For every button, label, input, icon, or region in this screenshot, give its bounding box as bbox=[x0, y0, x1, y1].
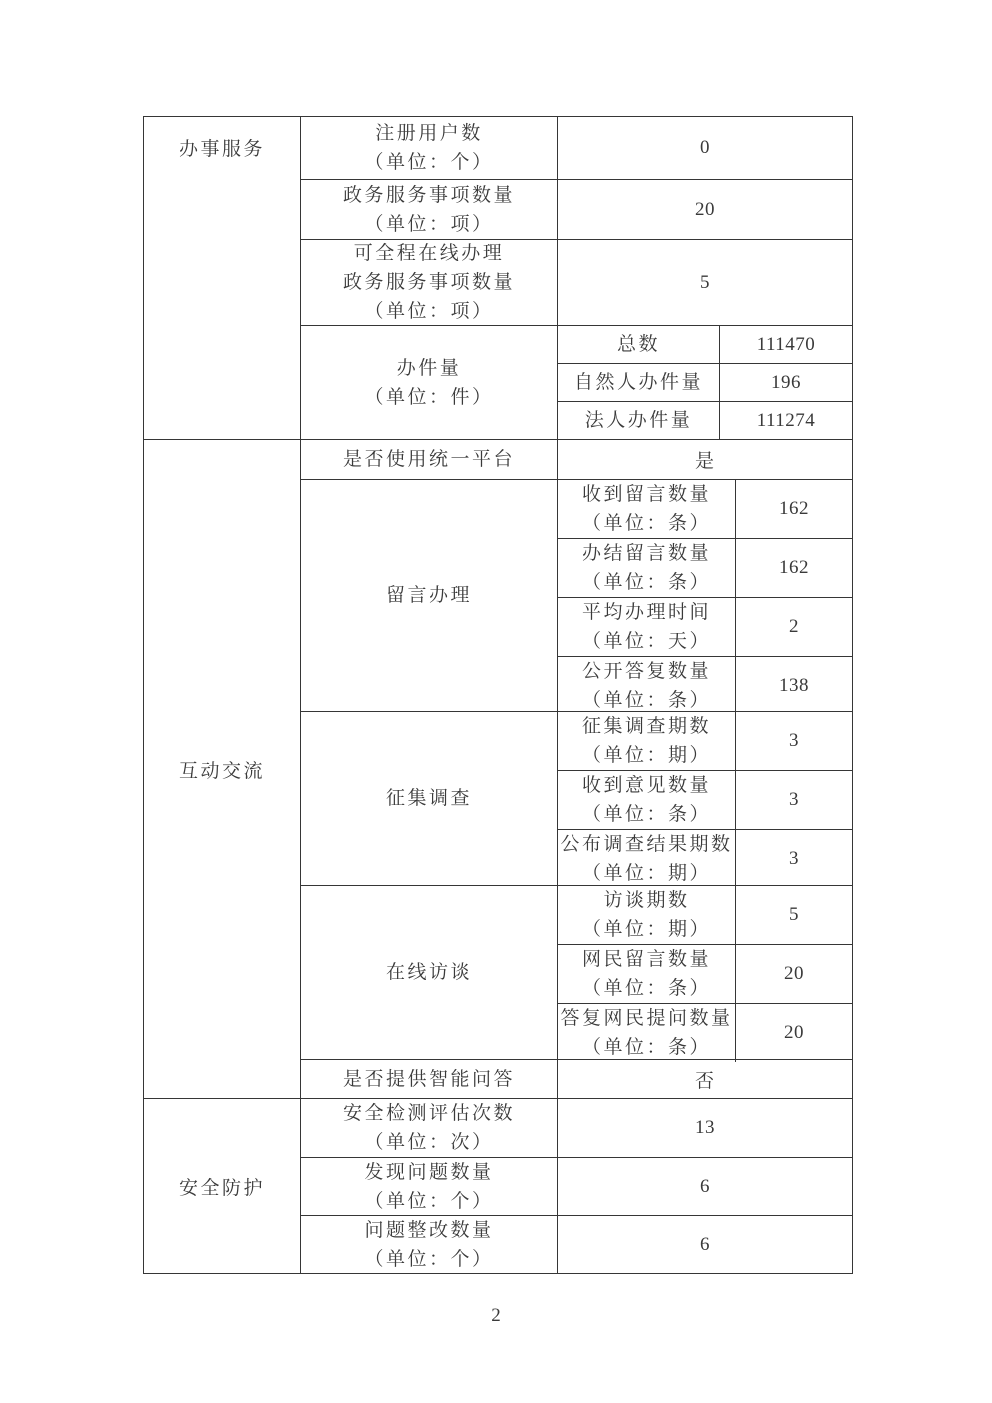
sub-indicator-label: 网民留言数量 bbox=[581, 949, 711, 970]
sub-row bbox=[558, 363, 852, 401]
sub-indicator-cell bbox=[558, 886, 736, 944]
sub-indicator-cell: 自然人办件量 bbox=[558, 364, 720, 401]
sub-indicator-label: 办结留言数量 bbox=[581, 543, 711, 564]
sub-row bbox=[558, 326, 852, 363]
indicator-unit: （单位：个） bbox=[364, 1190, 494, 1212]
sub-row bbox=[558, 597, 852, 656]
sub-row bbox=[558, 1003, 852, 1062]
sub-row bbox=[558, 770, 852, 829]
sub-row bbox=[558, 538, 852, 597]
sub-row bbox=[558, 829, 852, 888]
sub-value-cell: 111470 bbox=[756, 333, 816, 355]
sub-indicator-cell bbox=[558, 1004, 736, 1062]
sub-value-cell: 3 bbox=[789, 848, 799, 869]
sub-row bbox=[558, 401, 852, 439]
sub-value-cell: 196 bbox=[771, 371, 801, 393]
value-cell: 否 bbox=[694, 1070, 715, 1092]
indicator-label: 是否提供智能问答 bbox=[342, 1068, 515, 1090]
indicator-cell bbox=[301, 117, 558, 179]
value-cell: 是 bbox=[694, 451, 715, 472]
category-label: 安全防护 bbox=[178, 1177, 265, 1199]
category-cell bbox=[144, 1099, 301, 1273]
sub-indicator-cell bbox=[558, 771, 736, 829]
indicator-cell bbox=[301, 480, 558, 711]
sub-indicator-label: 征集调查期数 bbox=[581, 716, 711, 737]
indicator-label: 征集调查 bbox=[385, 788, 472, 809]
sub-indicator-label: 收到意见数量 bbox=[581, 775, 711, 796]
sub-indicator-label: 收到留言数量 bbox=[581, 484, 711, 505]
sub-indicator-cell bbox=[558, 657, 736, 715]
indicator-unit: （单位：件） bbox=[364, 386, 494, 408]
sub-value-cell: 162 bbox=[779, 557, 809, 578]
indicator-cell bbox=[301, 326, 558, 439]
sub-value-cell: 111274 bbox=[756, 409, 816, 431]
table-row bbox=[301, 325, 852, 439]
sub-indicator-label: 访谈期数 bbox=[603, 890, 690, 911]
table-row bbox=[301, 1099, 852, 1157]
indicator-unit: （单位：项） bbox=[364, 213, 494, 235]
indicator-cell bbox=[301, 712, 558, 885]
sub-value-cell: 20 bbox=[784, 963, 804, 984]
sub-row bbox=[558, 944, 852, 1003]
category-label: 办事服务 bbox=[178, 139, 265, 160]
sub-value-cell: 138 bbox=[779, 675, 809, 696]
indicator-label: 政务服务事项数量 bbox=[342, 184, 515, 206]
sub-indicator-cell bbox=[558, 598, 736, 656]
sub-indicator-label: 答复网民提问数量 bbox=[560, 1008, 733, 1029]
indicator-unit: （单位：次） bbox=[364, 1132, 494, 1153]
sub-row bbox=[558, 712, 852, 770]
sub-indicator-unit: （单位：条） bbox=[581, 572, 711, 593]
sub-row bbox=[558, 886, 852, 944]
table-row bbox=[301, 885, 852, 1059]
category-cell bbox=[144, 117, 301, 439]
indicator-unit: （单位：个） bbox=[364, 152, 494, 173]
sub-indicator-unit: （单位：条） bbox=[581, 804, 711, 825]
indicator-cell bbox=[301, 1216, 558, 1273]
indicator-cell bbox=[301, 180, 558, 239]
indicator-label: 注册用户数 bbox=[375, 123, 483, 144]
category-cell bbox=[144, 440, 301, 1098]
value-cell: 6 bbox=[700, 1233, 710, 1255]
table-row bbox=[301, 117, 852, 179]
indicator-label: 留言办理 bbox=[385, 585, 472, 606]
sub-indicator-unit: （单位：期） bbox=[581, 863, 711, 884]
indicator-unit: （单位：项） bbox=[364, 301, 494, 322]
indicator-cell bbox=[301, 1099, 558, 1157]
sub-row bbox=[558, 480, 852, 538]
section-interaction bbox=[144, 439, 852, 1098]
value-cell: 0 bbox=[700, 137, 710, 158]
sub-indicator-cell bbox=[558, 539, 736, 597]
sub-value-cell: 3 bbox=[789, 789, 799, 810]
indicator-label: 在线访谈 bbox=[385, 962, 472, 983]
sub-indicator-cell bbox=[558, 830, 736, 888]
value-cell: 6 bbox=[700, 1175, 710, 1197]
sub-indicator-cell bbox=[558, 480, 736, 538]
category-label: 互动交流 bbox=[178, 760, 265, 782]
indicator-label: 政务服务事项数量 bbox=[342, 272, 515, 293]
section-service bbox=[144, 117, 852, 439]
sub-indicator-unit: （单位：条） bbox=[581, 513, 711, 534]
indicator-label: 问题整改数量 bbox=[364, 1219, 494, 1241]
value-cell: 5 bbox=[700, 271, 710, 293]
sub-indicator-unit: （单位：期） bbox=[581, 919, 711, 940]
sub-indicator-unit: （单位：天） bbox=[581, 631, 711, 652]
indicator-label: 安全检测评估次数 bbox=[342, 1103, 515, 1124]
sub-indicator-cell bbox=[558, 712, 736, 770]
table-row bbox=[301, 479, 852, 711]
sub-value-cell: 2 bbox=[789, 616, 799, 637]
table-row bbox=[301, 1059, 852, 1098]
sub-indicator-unit: （单位：条） bbox=[581, 1037, 711, 1058]
sub-value-cell: 3 bbox=[789, 730, 799, 751]
indicator-cell bbox=[301, 1158, 558, 1215]
sub-indicator-cell: 总数 bbox=[558, 326, 720, 363]
indicator-cell bbox=[301, 440, 558, 479]
table-row bbox=[301, 440, 852, 479]
indicator-cell bbox=[301, 240, 558, 325]
sub-indicator-unit: （单位：条） bbox=[581, 690, 711, 711]
sub-indicator-label: 公布调查结果期数 bbox=[560, 834, 733, 855]
sub-indicator-unit: （单位：条） bbox=[581, 978, 711, 999]
table-row bbox=[301, 711, 852, 885]
table-row bbox=[301, 239, 852, 325]
value-cell: 13 bbox=[695, 1117, 715, 1138]
sub-indicator-cell: 法人办件量 bbox=[558, 402, 720, 439]
sub-indicator-label: 公开答复数量 bbox=[581, 661, 711, 682]
indicator-unit: （单位：个） bbox=[364, 1248, 494, 1270]
sub-row bbox=[558, 656, 852, 715]
table-row bbox=[301, 1157, 852, 1215]
indicator-label: 是否使用统一平台 bbox=[342, 449, 515, 470]
indicator-cell bbox=[301, 1060, 558, 1098]
sub-indicator-unit: （单位：期） bbox=[581, 745, 711, 766]
sub-indicator-cell bbox=[558, 945, 736, 1003]
table-row bbox=[301, 1215, 852, 1273]
indicator-label: 办件量 bbox=[396, 357, 462, 379]
sub-value-cell: 20 bbox=[784, 1022, 804, 1043]
indicator-cell bbox=[301, 886, 558, 1059]
table-row bbox=[301, 179, 852, 239]
sub-value-cell: 162 bbox=[779, 498, 809, 519]
value-cell: 20 bbox=[695, 198, 715, 220]
statistics-table bbox=[143, 116, 853, 1274]
indicator-label: 发现问题数量 bbox=[364, 1161, 494, 1183]
indicator-label: 可全程在线办理 bbox=[353, 243, 505, 264]
sub-indicator-label: 平均办理时间 bbox=[581, 602, 711, 623]
section-security bbox=[144, 1098, 852, 1273]
page-number: 2 bbox=[491, 1305, 501, 1326]
sub-value-cell: 5 bbox=[789, 904, 799, 925]
